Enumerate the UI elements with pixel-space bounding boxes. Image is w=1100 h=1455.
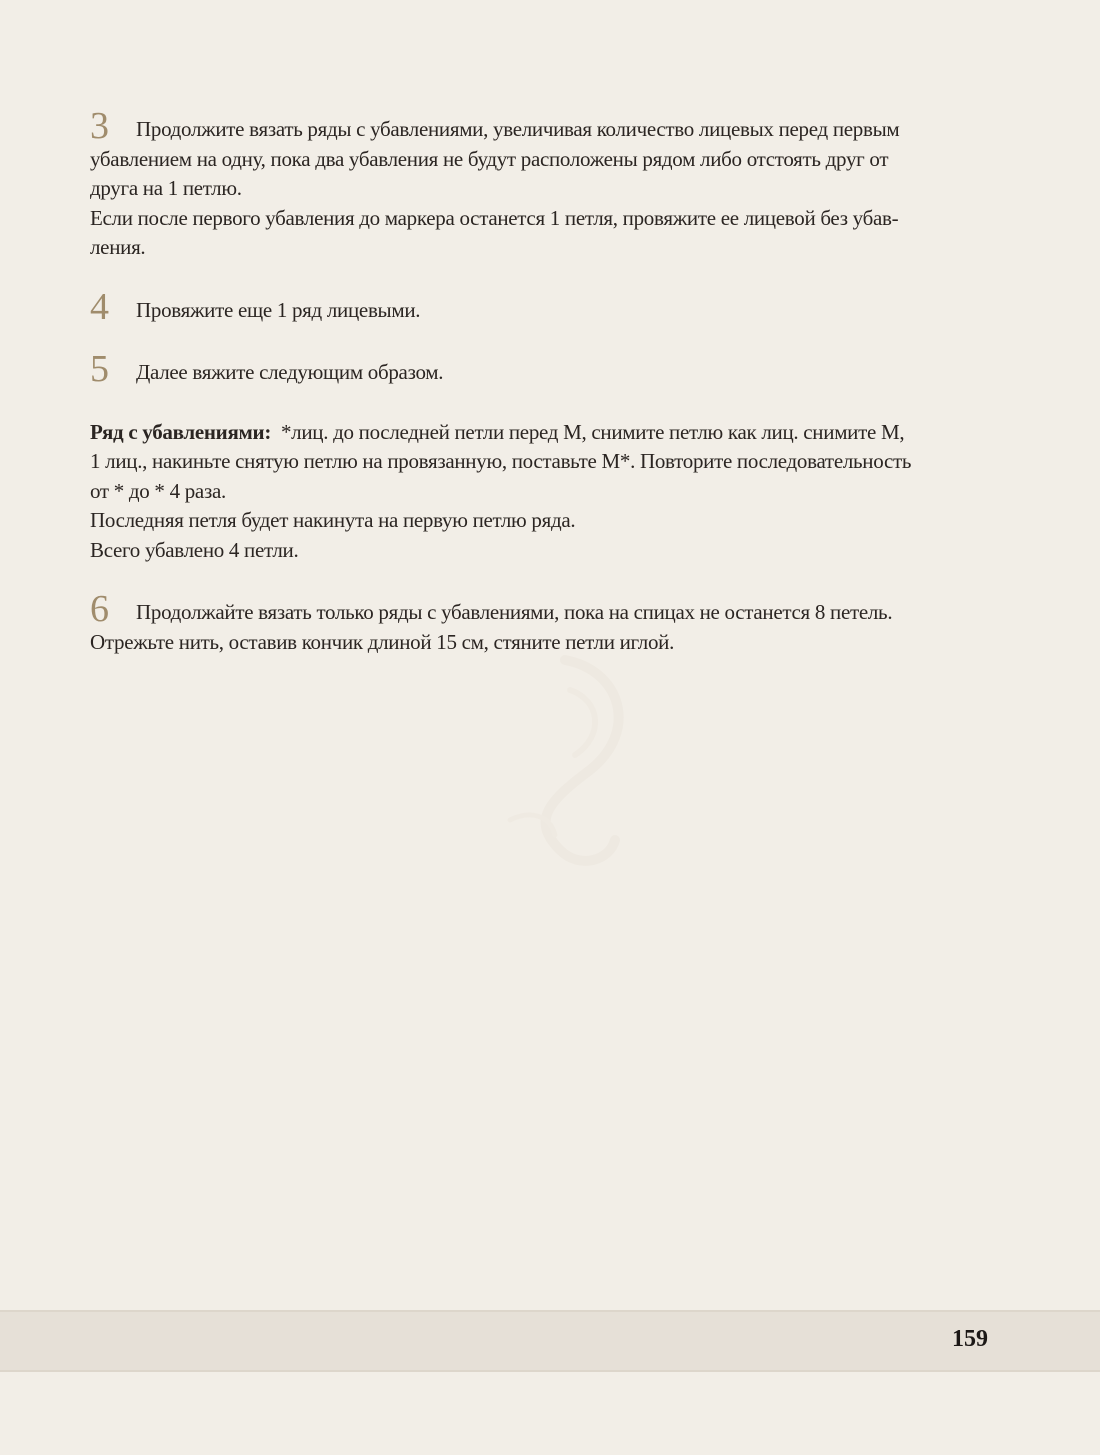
step-text: друга на 1 петлю. (90, 176, 242, 200)
instructions-content (90, 105, 990, 657)
decrease-row-text: Последняя петля будет накинута на первую петлю ряда. (90, 508, 576, 532)
step-text: Далее вяжите следующим образом. (136, 360, 444, 384)
page-number: 159 (952, 1326, 988, 1352)
step-number: 4 (90, 285, 109, 328)
step-text: Провяжите еще 1 ряд лицевыми. (136, 297, 421, 322)
step-text: Если после первого убавления до маркера останется 1 петля, провяжите ее лицевой без убав- (90, 205, 899, 230)
step-3 (90, 105, 990, 263)
decorative-swirl-watermark (470, 650, 650, 880)
step-number: 5 (90, 348, 109, 390)
decrease-row-text: 1 лиц., накиньте снятую петлю на провязанную, поставьте М*. Повторите последовательность (90, 449, 912, 473)
decrease-row-text: от * до * 4 раза. (90, 478, 226, 503)
step-5 (90, 348, 990, 390)
step-4 (90, 285, 990, 328)
step-text: Продолжите вязать ряды с убавлениями, увеличивая количество лицевых перед первым (136, 117, 900, 141)
step-text: Продолжайте вязать только ряды с убавлениями, пока на спицах не останется 8 петель. (136, 600, 893, 624)
decrease-row-label: Ряд с убавлениями: (90, 419, 272, 444)
step-text: ления. (90, 235, 146, 259)
step-number: 6 (90, 588, 109, 630)
decrease-row-text: *лиц. до последней петли перед М, снимите петлю как лиц. снимите М, (280, 419, 905, 444)
step-number: 3 (90, 105, 109, 147)
decrease-row-text: Всего убавлено 4 петли. (90, 537, 299, 562)
step-text: Отрежьте нить, оставив кончик длиной 15 см, стяните петли иглой. (90, 629, 675, 654)
step-6 (90, 588, 990, 657)
step-text: убавлением на одну, пока два убавления не будут расположены рядом либо отстоять друг от (90, 146, 889, 171)
footer-band (0, 1310, 1100, 1372)
decrease-row-instructions (90, 418, 990, 566)
